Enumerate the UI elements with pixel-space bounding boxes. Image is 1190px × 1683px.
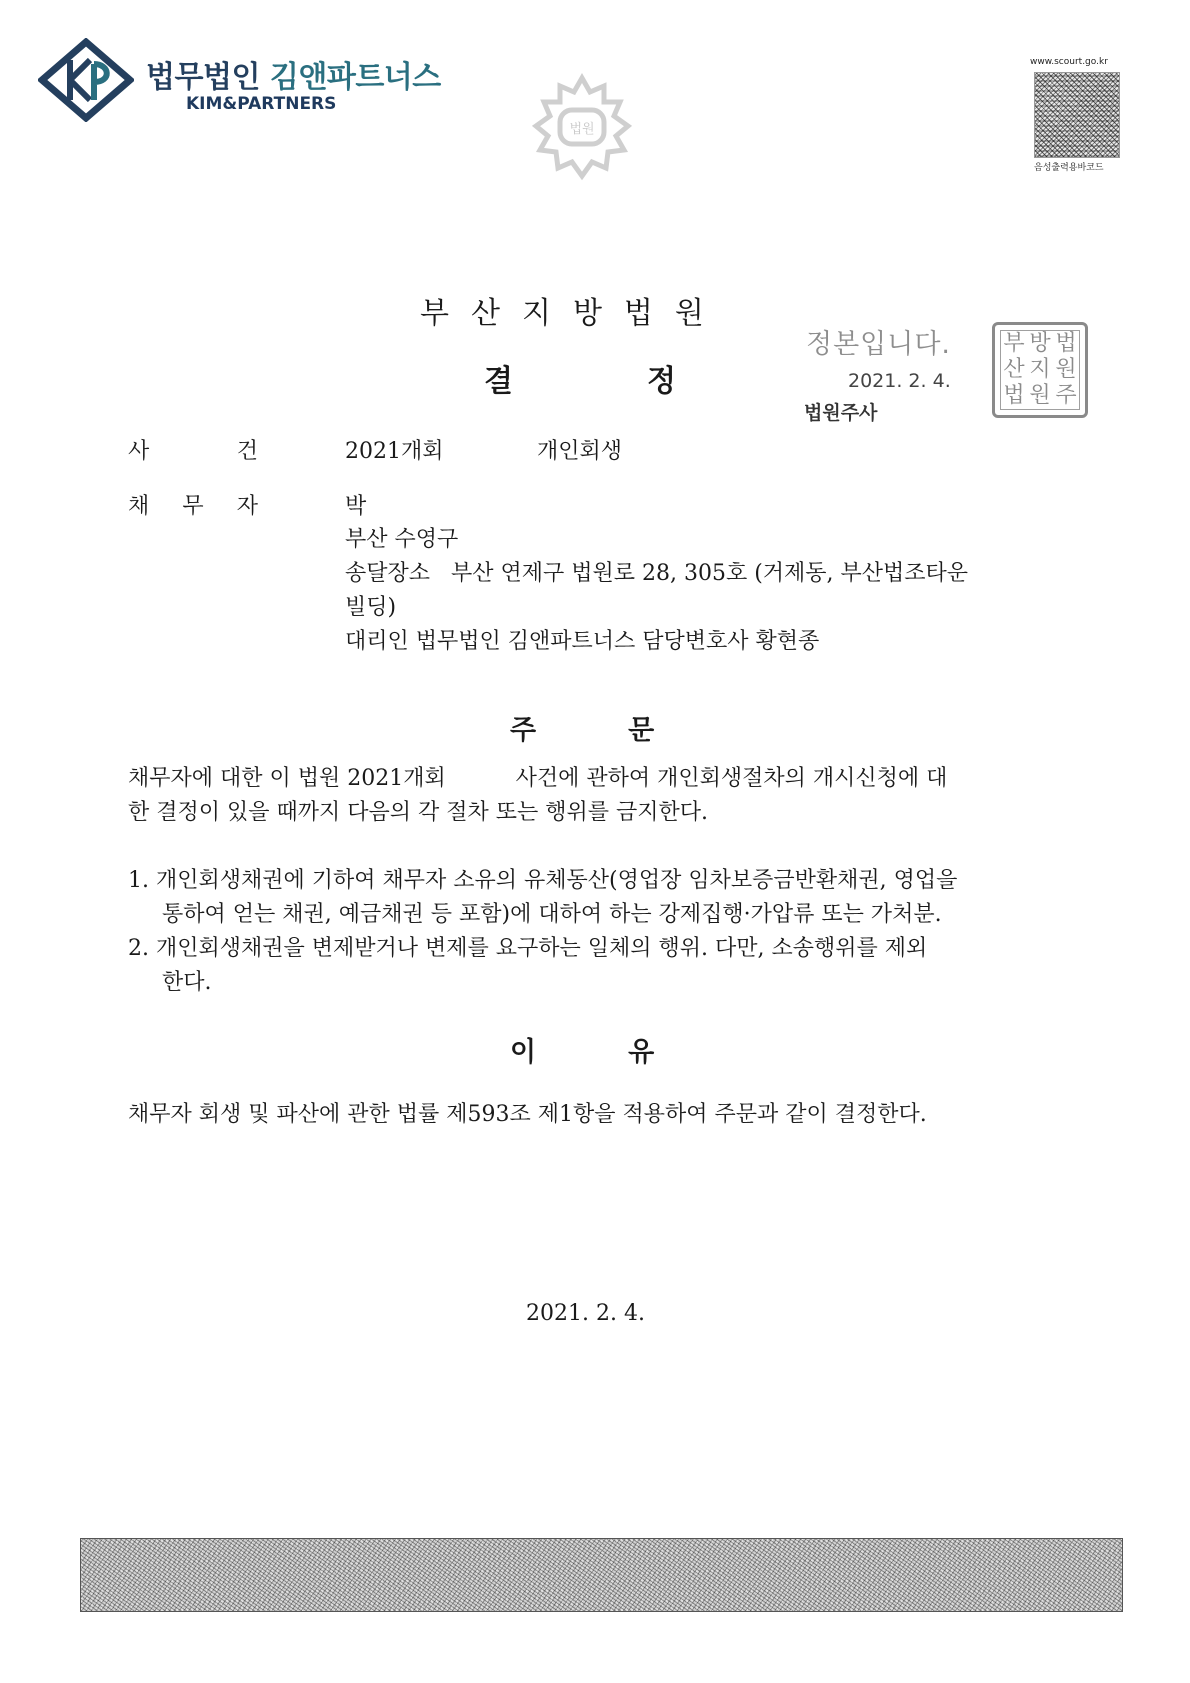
court-name: 부산지방법원 <box>420 296 726 331</box>
order-item-2-continued: 한다. <box>162 970 212 995</box>
debtor-label-char: 채 <box>128 494 150 519</box>
case-label-char: 사 <box>128 439 150 464</box>
order-heading <box>510 708 654 747</box>
case-label-char: 건 <box>236 439 258 464</box>
seal-char: 법 <box>1055 331 1077 356</box>
case-type: 개인회생 <box>537 439 623 464</box>
seal-char: 법 <box>1003 383 1025 408</box>
seal-char: 주 <box>1055 383 1077 408</box>
document-title-char: 정 <box>646 364 676 399</box>
order-heading-char: 주 <box>510 715 537 746</box>
document-title <box>484 356 676 400</box>
court-seal-characters <box>1000 330 1080 410</box>
court-seal <box>992 322 1088 418</box>
document-title-char: 결 <box>484 364 513 399</box>
delivery-address-continued: 빌딩) <box>345 595 397 620</box>
debtor-label <box>128 489 258 520</box>
seal-char: 산 <box>1003 357 1025 382</box>
logo-korean-name: 법무법인 김앤파트너스 <box>146 60 441 95</box>
decision-date: 2021. 2. 4. <box>526 1301 645 1326</box>
legal-agent: 대리인 법무법인 김앤파트너스 담당변호사 황현종 <box>345 629 820 654</box>
security-barcode-band <box>80 1538 1123 1612</box>
barcode-caption: 음성출력용바코드 <box>1034 163 1104 173</box>
reason-heading-char: 이 <box>510 1037 537 1068</box>
court-officer-title: 법원주사 <box>804 402 878 424</box>
order-heading-char: 문 <box>628 715 655 746</box>
reason-heading-char: 유 <box>628 1037 655 1068</box>
case-number: 2021개회 <box>345 439 444 464</box>
law-firm-logo <box>38 38 478 122</box>
reason-text: 채무자 회생 및 파산에 관한 법률 제593조 제1항을 적용하여 주문과 같이 결정한다. <box>128 1102 927 1127</box>
debtor-address: 부산 수영구 <box>345 527 459 552</box>
debtor-label-char: 무 <box>182 494 204 519</box>
order-intro-line: 채무자에 대한 이 법원 2021개회 사건에 관하여 개인회생절차의 개시신청에 대 <box>128 766 948 791</box>
voice-output-barcode <box>1034 72 1120 158</box>
seal-char: 원 <box>1029 383 1051 408</box>
court-emblem-text: 법원 <box>569 122 595 137</box>
reason-heading <box>510 1030 654 1069</box>
seal-char: 방 <box>1029 331 1051 356</box>
seal-char: 원 <box>1055 357 1077 382</box>
logo-english-name: KIM&PARTNERS <box>186 94 337 114</box>
order-item-1: 1. 개인회생채권에 기하여 채무자 소유의 유체동산(영업장 임차보증금반환채권, 영업을 <box>128 868 958 893</box>
certification-date: 2021. 2. 4. <box>848 370 951 392</box>
delivery-address: 송달장소 부산 연제구 법원로 28, 305호 (거제동, 부산법조타운 <box>345 561 969 586</box>
certified-copy-stamp: 정본입니다. <box>806 329 951 360</box>
order-item-1-continued: 통하여 얻는 채권, 예금채권 등 포함)에 대하여 하는 강제집행·가압류 또는 가처분. <box>162 902 942 927</box>
debtor-label-char: 자 <box>236 494 258 519</box>
order-item-2: 2. 개인회생채권을 변제받거나 변제를 요구하는 일체의 행위. 다만, 소송행위를 제외 <box>128 936 928 961</box>
debtor-name: 박 <box>345 494 367 519</box>
order-intro-line: 한 결정이 있을 때까지 다음의 각 절차 또는 행위를 금지한다. <box>128 800 708 825</box>
seal-char: 지 <box>1029 357 1051 382</box>
barcode-url: www.scourt.go.kr <box>1030 57 1108 67</box>
case-label <box>128 434 258 465</box>
seal-char: 부 <box>1003 331 1025 356</box>
law-firm-logo-icon <box>38 38 134 122</box>
court-emblem-icon <box>524 70 640 186</box>
